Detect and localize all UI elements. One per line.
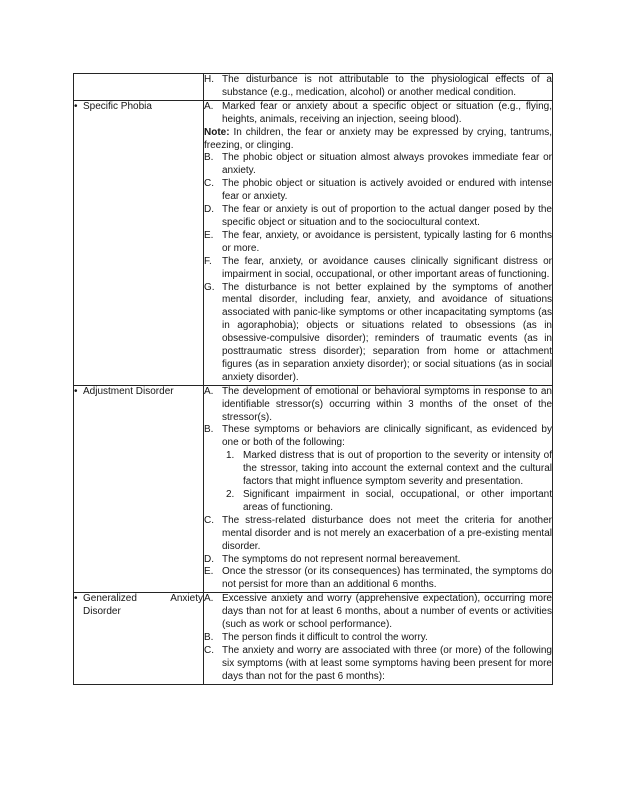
criterion-label: D.: [204, 204, 214, 216]
criterion-label: A.: [204, 385, 214, 397]
criterion-label: H.: [204, 74, 214, 85]
disorder-name-cell: [74, 593, 204, 684]
note-label: Note:: [204, 126, 230, 138]
criteria-cell: [204, 385, 553, 593]
bullet-icon: •: [74, 100, 78, 112]
criterion-item: [204, 424, 552, 450]
bullet-icon: •: [74, 385, 78, 397]
criterion-text: The disturbance is not attributable to the physiological effects of a substance (e.g., medication, alcohol) or another medical condition.: [222, 74, 552, 98]
criterion-item: [204, 256, 552, 282]
note-paragraph: [204, 127, 552, 153]
criterion-text: The person finds it difficult to control the worry.: [222, 631, 428, 643]
disorder-name-cell: [74, 74, 204, 101]
criterion-text: The phobic object or situation is actively avoided or endured with intense fear or anxiety.: [222, 178, 552, 203]
criteria-cell: [204, 100, 553, 385]
criterion-label: B.: [204, 424, 214, 436]
disorder-name-cell: [74, 100, 204, 385]
criterion-label: B.: [204, 152, 214, 164]
disorder-name: Generalized Anxiety Disorder: [83, 593, 203, 618]
criteria-cell: [204, 593, 553, 684]
criterion-subitem: [226, 489, 552, 515]
table-row: [74, 385, 553, 593]
criterion-item: [204, 74, 552, 100]
disorder-name: Specific Phobia: [83, 100, 152, 112]
criterion-label: C.: [204, 644, 214, 656]
disorder-name: Adjustment Disorder: [83, 385, 174, 397]
table-body: [74, 74, 553, 685]
note-text: In children, the fear or anxiety may be expressed by crying, tantrums, freezing, or clinging.: [204, 126, 552, 151]
criterion-text: Marked distress that is out of proportion to the severity or intensity of the stressor, taking into account the external context and the cultural factors that might influence symptom severity and presentation.: [243, 450, 552, 488]
criterion-text: The disturbance is not better explained by the symptoms of another mental disorder, including fear, anxiety, and avoidance of situations associated with panic-like symptoms or other incapacitating symptoms (as in agoraphobia); objects or situations related to obsessions (as in obsessive-compulsive disorder); reminders of traumatic events (as in posttraumatic stress disorder); separation from home or attachment figures (as in separation anxiety disorder); or social situations (as in social anxiety disorder).: [222, 281, 552, 383]
criterion-text: Significant impairment in social, occupational, or other important areas of functioning.: [243, 489, 552, 513]
criterion-text: The fear, anxiety, or avoidance is persistent, typically lasting for 6 months or more.: [222, 229, 552, 254]
criterion-text: The symptoms do not represent normal bereavement.: [222, 553, 461, 565]
disorder-label: [74, 593, 203, 619]
criterion-item: [204, 230, 552, 256]
criterion-label: B.: [204, 631, 214, 643]
criterion-text: These symptoms or behaviors are clinically significant, as evidenced by one or both of the following:: [222, 424, 552, 449]
criterion-text: The fear, anxiety, or avoidance causes clinically significant distress or impairment in social, occupational, or other important areas of functioning.: [222, 255, 552, 280]
criterion-item: [204, 554, 552, 567]
criterion-text: Once the stressor (or its consequences) has terminated, the symptoms do not persist for more than an additional 6 months.: [222, 566, 552, 591]
criterion-item: [204, 204, 552, 230]
criterion-label: C.: [204, 178, 214, 190]
table-row: [74, 593, 553, 684]
criterion-item: [204, 101, 552, 127]
table-row: [74, 74, 553, 101]
criterion-item: [204, 566, 552, 592]
criterion-label: G.: [204, 281, 215, 293]
criterion-text: Excessive anxiety and worry (apprehensive expectation), occurring more days than not for at least 6 months, about a number of events or activities (such as work or school performance).: [222, 593, 552, 631]
criterion-label: E.: [204, 229, 214, 241]
criterion-text: Marked fear or anxiety about a specific object or situation (e.g., flying, heights, animals, receiving an injection, seeing blood).: [222, 100, 552, 125]
criterion-label: 2.: [226, 489, 235, 500]
criterion-item: [204, 593, 552, 632]
disorder-label: [74, 386, 203, 399]
criterion-text: The stress-related disturbance does not meet the criteria for another mental disorder and is not merely an exacerbation of a pre-existing mental disorder.: [222, 514, 552, 552]
criterion-text: The phobic object or situation almost always provokes immediate fear or anxiety.: [222, 152, 552, 177]
disorder-name-cell: [74, 385, 204, 593]
criterion-subitem: [226, 450, 552, 489]
disorder-label: [74, 101, 203, 114]
criterion-item: [204, 282, 552, 385]
bullet-icon: •: [74, 593, 78, 605]
criterion-item: [204, 515, 552, 554]
criterion-item: [204, 178, 552, 204]
criterion-label: F.: [204, 255, 212, 267]
criterion-label: D.: [204, 553, 214, 565]
criterion-text: The development of emotional or behavioral symptoms in response to an identifiable stressor(s) occurring within 3 months of the onset of the stressor(s).: [222, 385, 552, 423]
table-row: [74, 100, 553, 385]
criteria-cell: [204, 74, 553, 101]
criterion-item: [204, 152, 552, 178]
criterion-label: E.: [204, 566, 214, 578]
criterion-label: 1.: [226, 450, 235, 462]
diagnostic-criteria-table: [73, 73, 553, 685]
criterion-label: C.: [204, 514, 214, 526]
criterion-text: The anxiety and worry are associated with three (or more) of the following six symptoms (with at least some symptoms having been present for more days than not for the past 6 months):: [222, 644, 552, 682]
criterion-item: [204, 386, 552, 425]
criterion-label: A.: [204, 100, 214, 112]
criterion-item: [204, 645, 552, 684]
criterion-label: A.: [204, 593, 214, 605]
criterion-text: The fear or anxiety is out of proportion to the actual danger posed by the specific object or situation and to the sociocultural context.: [222, 204, 552, 228]
criterion-item: [204, 632, 552, 645]
